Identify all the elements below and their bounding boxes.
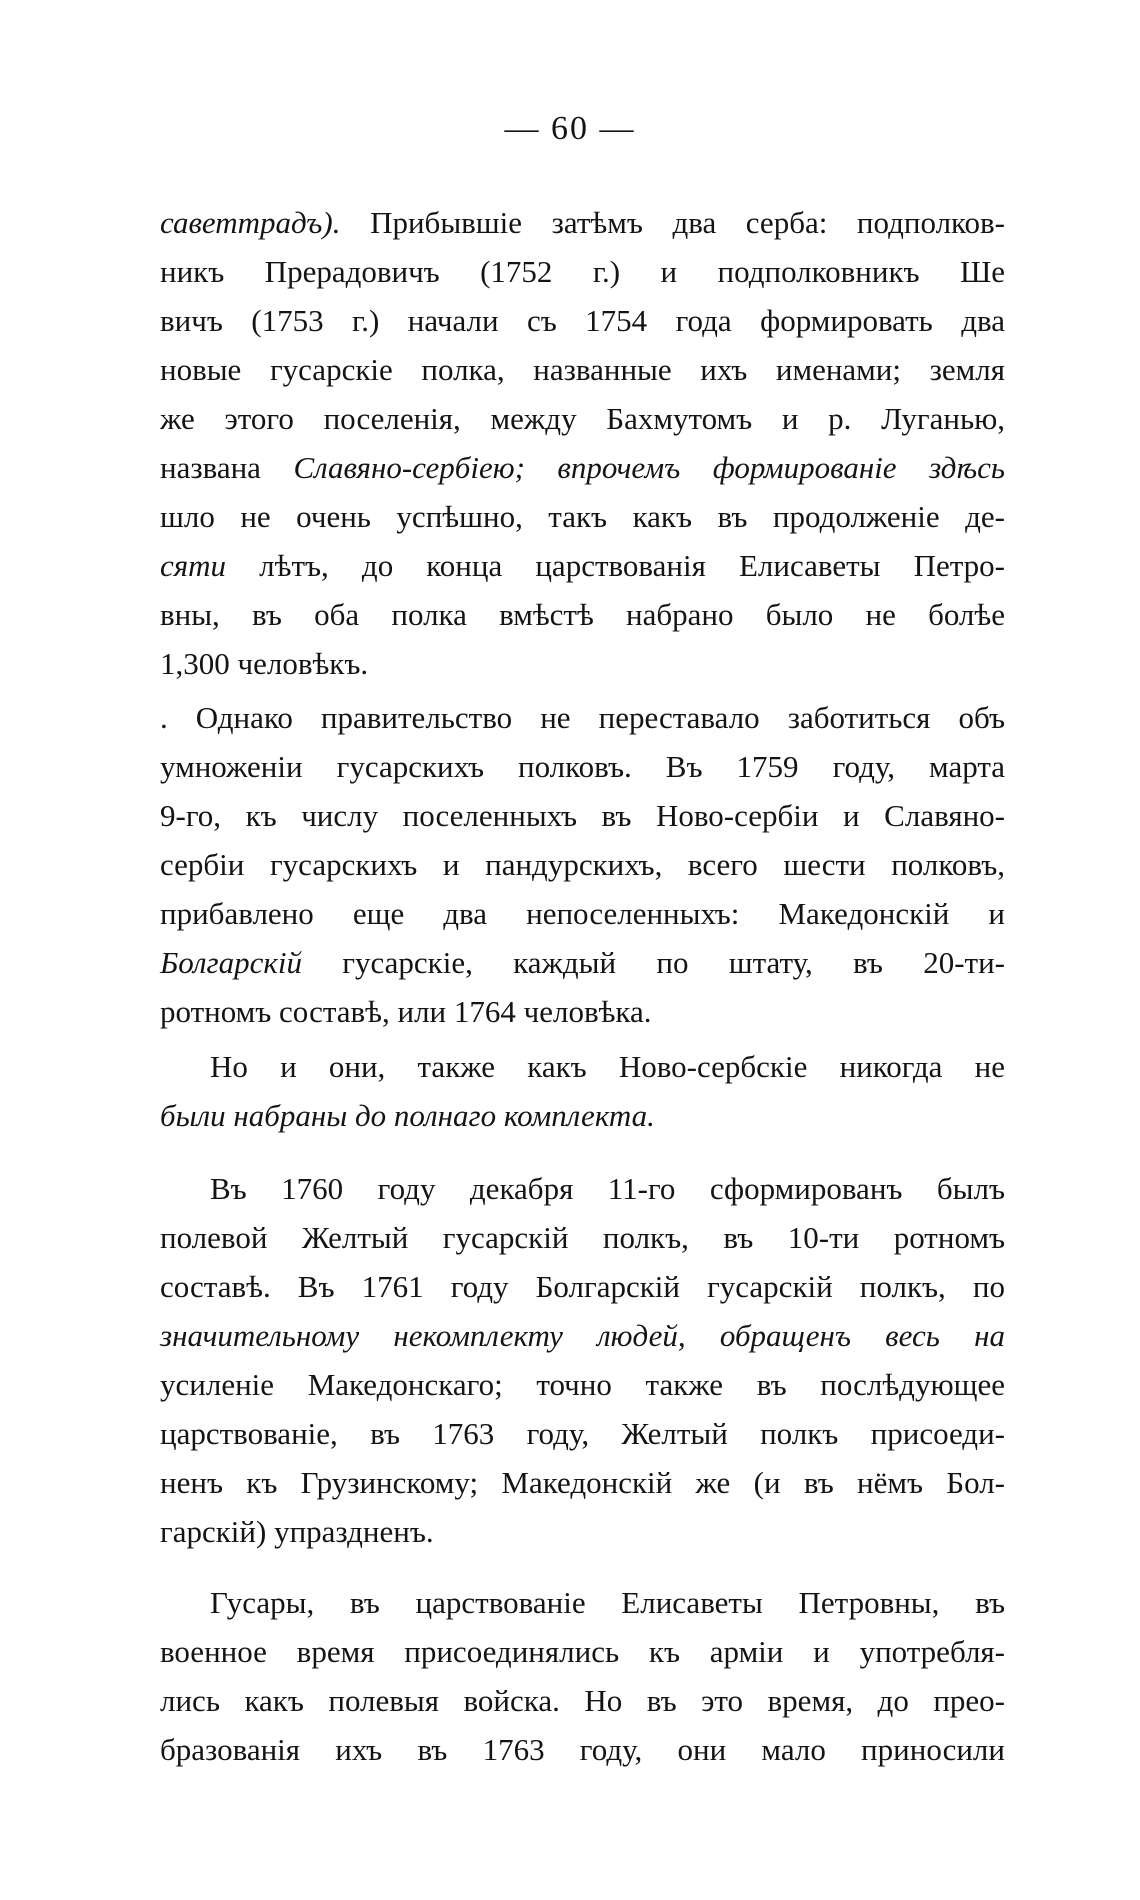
page-number: — 60 — [504,110,636,147]
text-line [160,541,1005,590]
text-line: 1,300 человѣкъ. [160,646,369,681]
text-line: Въ 1760 году декабря 11-го сформированъ былъ [210,1171,1005,1206]
text-line: составѣ. Въ 1761 году Болгарскій гусарскій полкъ, по [160,1269,1005,1304]
regular-text: Прибывшіе затѣмъ два серба: подполков- [370,205,1005,240]
text-line: шло не очень успѣшно, такъ какъ въ продолженіе де- [160,499,1005,534]
italic-text: Славяно-сербіею; впрочемъ формированіе здѣсь [293,450,1005,485]
text-line: умноженіи гусарскихъ полковъ. Въ 1759 году, марта [160,749,1005,784]
text-line: ненъ къ Грузинскому; Македонскій же (и въ нёмъ Бол- [160,1465,1005,1500]
text-line: Но и они, также какъ Ново-сербскіе никогда не [210,1049,1005,1084]
text-line: царствованіе, въ 1763 году, Желтый полкъ присоеди- [160,1416,1005,1451]
text-line: Гусары, въ царствованіе Елисаветы Петровны, въ [210,1585,1005,1620]
paragraph-2 [160,693,1005,1036]
text-line: . Однако правительство не переставало заботиться объ [160,700,1005,735]
italic-text: саветтрадъ). [160,205,371,240]
text-line: военное время присоединялись къ арміи и употребля- [160,1634,1005,1669]
text-line: никъ Прерадовичъ (1752 г.) и подполковникъ Ше [160,254,1005,289]
text-line: лись какъ полевыя войска. Но въ это время, до прео- [160,1683,1005,1718]
text-line [160,938,1005,987]
text-line: усиленіе Македонскаго; точно также въ послѣдующее [160,1367,1005,1402]
text-line [160,1311,1005,1360]
text-line: ротномъ составѣ, или 1764 человѣка. [160,994,652,1029]
text-line [160,443,1005,492]
text-line: прибавлено еще два непоселенныхъ: Македонскій и [160,896,1005,931]
text-line: сербіи гусарскихъ и пандурскихъ, всего шести полковъ, [160,847,1005,882]
paragraph-1 [160,198,1005,688]
text-line: вны, въ оба полка вмѣстѣ набрано было не болѣе [160,597,1005,632]
regular-text: лѣтъ, до конца царствованія Елисаветы Петро- [259,548,1005,583]
paragraph-5 [160,1578,1005,1774]
italic-text: были набраны до полнаго комплекта. [160,1098,655,1133]
text-line: же этого поселенія, между Бахмутомъ и р. Луганью, [160,401,1005,436]
regular-text: гусарскіе, каждый по штату, въ 20-ти- [342,945,1005,980]
italic-text: Болгарскій [160,945,343,980]
text-line: новые гусарскіе полка, названные ихъ именами; земля [160,352,1005,387]
paragraph-4 [160,1164,1005,1556]
text-line [160,1091,1005,1140]
text-line [160,198,1005,247]
text-line: гарскій) упраздненъ. [160,1514,434,1549]
text-line: бразованія ихъ въ 1763 году, они мало приносили [160,1732,1005,1767]
text-line: полевой Желтый гусарскій полкъ, въ 10-ти ротномъ [160,1220,1005,1255]
text-line: вичъ (1753 г.) начали съ 1754 года формировать два [160,303,1005,338]
regular-text: названа [160,450,294,485]
paragraph-3 [160,1042,1005,1140]
text-line: 9-го, къ числу поселенныхъ въ Ново-сербіи и Славяно- [160,798,1005,833]
italic-text: значительному некомплекту людей, обращенъ весь на [160,1318,1005,1353]
italic-text: сяти [160,548,260,583]
